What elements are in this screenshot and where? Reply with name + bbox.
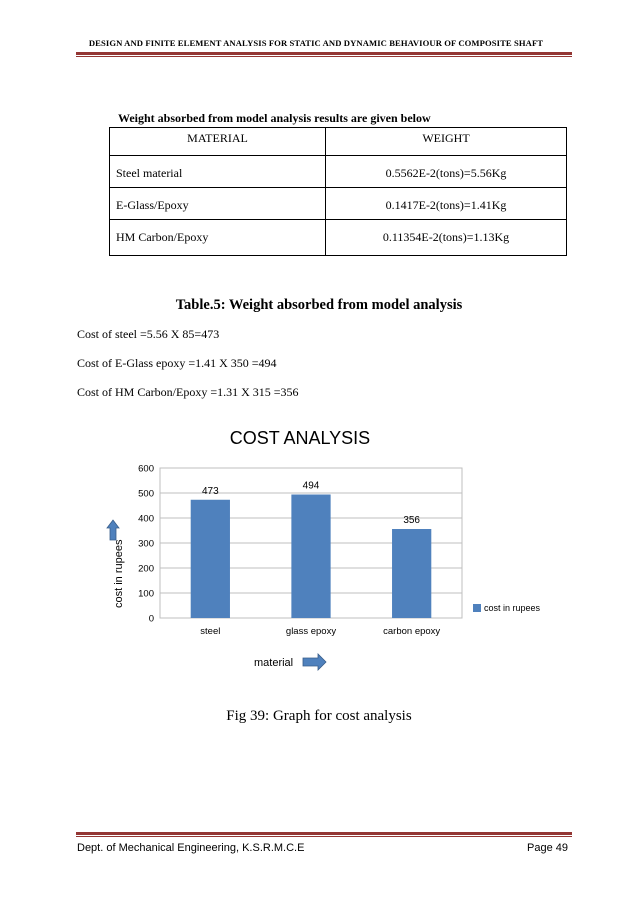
y-tick-label: 400 [138,513,154,525]
x-axis-label: material [254,657,294,669]
table-caption: Table.5: Weight absorbed from model analysis [175,297,463,313]
cell-weight: 0.5562E-2(tons)=5.56Kg [326,156,567,188]
figure-caption: Fig 39: Graph for cost analysis [226,708,412,724]
x-axis-ticks [200,626,440,637]
table-row [110,220,567,256]
cell-material: E-Glass/Epoxy [110,188,326,220]
y-tick-label: 600 [138,463,154,475]
chart-title: COST ANALYSIS [229,428,371,448]
y-axis-label: cost in rupees [113,539,125,608]
y-tick-label: 0 [148,613,154,625]
bar-glass-epoxy [291,495,330,619]
footer-department: Dept. of Mechanical Engineering, K.S.R.M.C.E [77,842,305,854]
cost-line-carbon: Cost of HM Carbon/Epoxy =1.31 X 315 =356 [77,385,299,399]
table-row [110,188,567,220]
header-material: MATERIAL [110,128,326,156]
y-tick-label: 500 [138,488,154,500]
cell-material: Steel material [110,156,326,188]
x-tick-label: carbon epoxy [383,626,441,637]
table-row [110,156,567,188]
footer-rule [76,832,572,835]
cost-line-glass: Cost of E-Glass epoxy =1.41 X 350 =494 [77,356,277,370]
table-header-row [110,128,567,156]
intro-text: Weight absorbed from model analysis results are given below [118,111,431,125]
cost-analysis-chart [100,420,560,680]
bar-carbon-epoxy [392,529,431,618]
x-tick-label: glass epoxy [285,626,337,637]
legend-label: cost in rupees [484,603,541,613]
header-rule-thin [76,56,572,57]
bar-steel [191,500,230,618]
data-label: 494 [302,480,320,492]
footer-page-number: Page 49 [527,842,568,854]
y-tick-label: 100 [138,588,154,600]
y-axis-ticks [138,464,154,625]
data-label: 473 [201,485,219,497]
x-axis-arrow-icon [303,654,326,670]
legend-swatch [473,604,481,612]
running-header: DESIGN AND FINITE ELEMENT ANALYSIS FOR STATIC AND DYNAMIC BEHAVIOUR OF COMPOSITE SHAFT [88,38,544,48]
cell-material: HM Carbon/Epoxy [110,220,326,256]
data-label: 356 [403,515,421,526]
header-rule [76,52,572,55]
cell-weight: 0.1417E-2(tons)=1.41Kg [326,188,567,220]
y-tick-label: 300 [138,538,154,550]
y-axis-arrow-icon [107,520,119,540]
chart-bars [191,495,432,619]
x-tick-label: steel [200,626,221,637]
header-weight: WEIGHT [326,128,567,156]
footer-rule-thin [76,836,572,837]
weight-table [109,127,567,256]
y-tick-label: 200 [138,563,154,575]
cost-line-steel: Cost of steel =5.56 X 85=473 [77,327,220,341]
cell-weight: 0.11354E-2(tons)=1.13Kg [326,220,567,256]
